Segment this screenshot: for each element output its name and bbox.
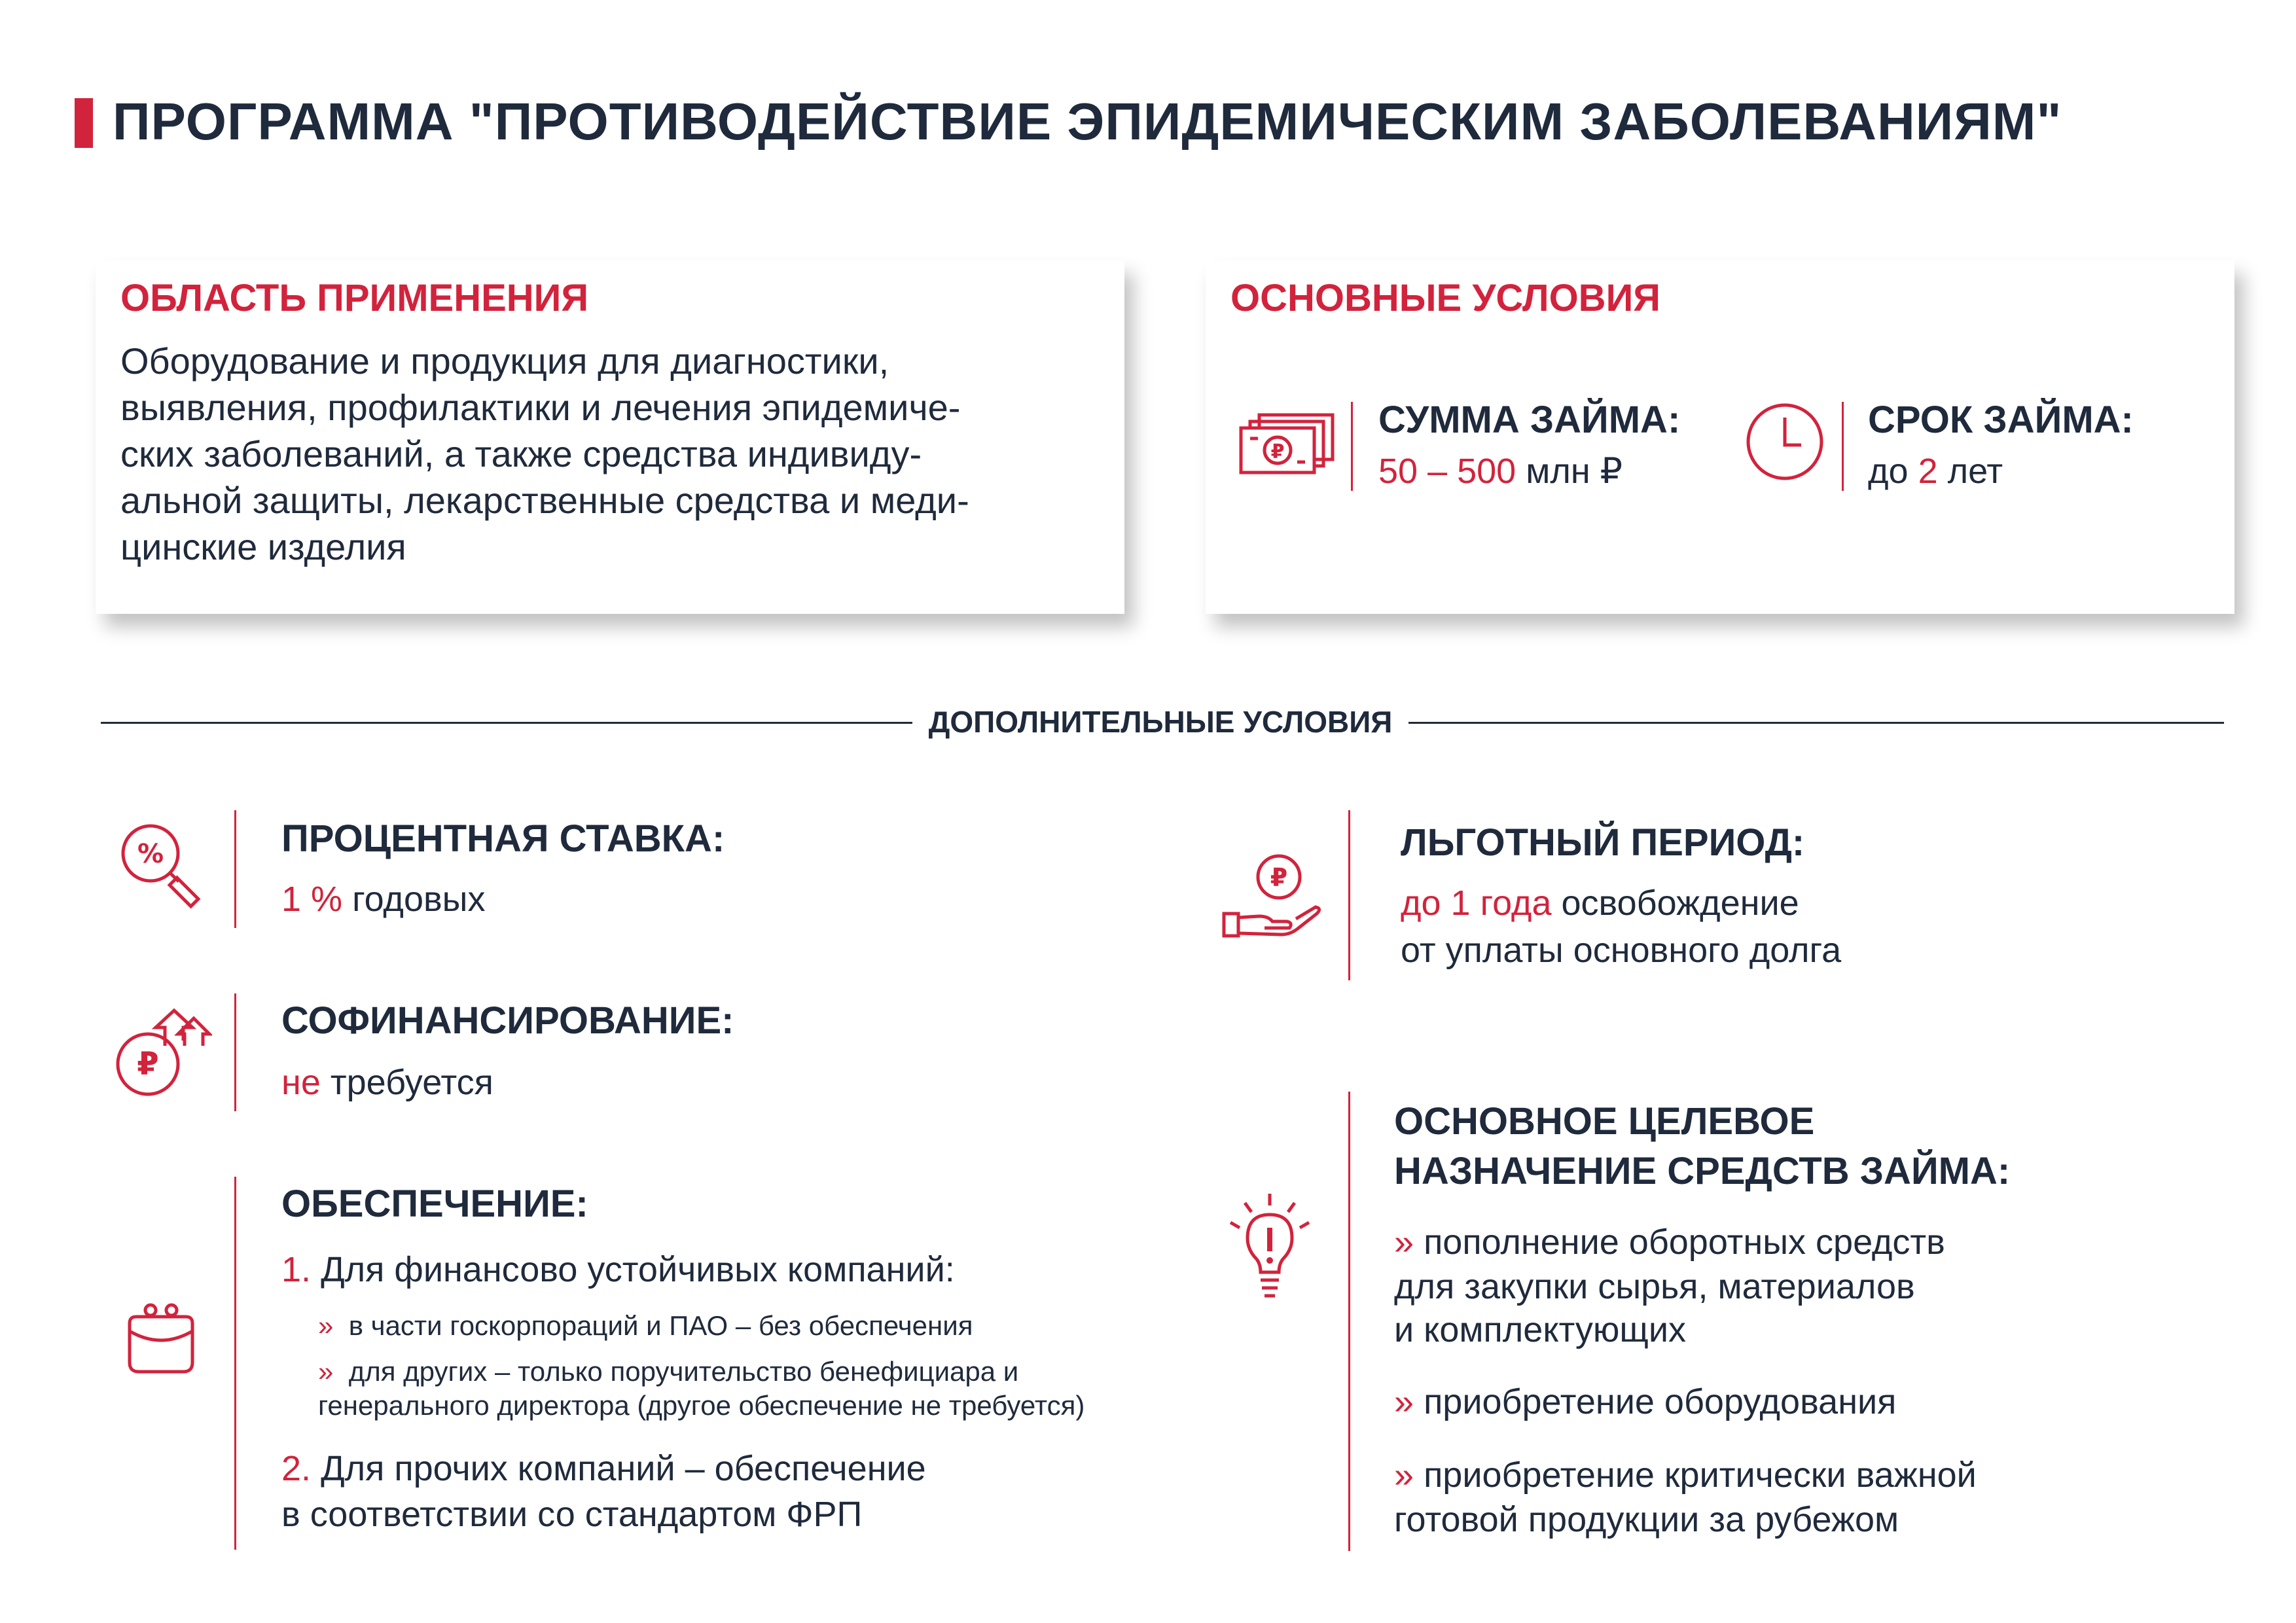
svg-text:₽: ₽ (1270, 440, 1285, 463)
purpose-item-3-line-1: приобретение критически важной (1424, 1455, 1977, 1495)
term-value (1868, 448, 2003, 495)
cofinancing-label: СОФИНАНСИРОВАНИЕ: (281, 999, 734, 1042)
grace-line-1 (1401, 880, 1799, 927)
purpose-label-line-1: ОСНОВНОЕ ЦЕЛЕВОЕ (1394, 1100, 1815, 1143)
security-item-1-text: Для финансово устойчивых компаний: (321, 1250, 955, 1289)
security-item-1 (281, 1246, 955, 1293)
separator-line-right (1408, 722, 2224, 724)
security-label: ОБЕСПЕЧЕНИЕ: (281, 1183, 588, 1225)
lightbulb-icon (1224, 1191, 1316, 1302)
security-sub-2-line-2: генерального директора (другое обеспечение не требуется) (318, 1390, 1085, 1421)
page-title: ПРОГРАММА "ПРОТИВОДЕЙСТВИЕ ЭПИДЕМИЧЕСКИМ ЗАБОЛЕВАНИЯМ" (113, 92, 2062, 151)
security-sub-1-text: в части госкорпораций и ПАО – без обеспечения (348, 1310, 973, 1341)
term-number: 2 (1918, 452, 1938, 491)
cofinancing-value (281, 1059, 493, 1106)
scope-line: цинские изделия (120, 526, 406, 567)
security-sub-1 (318, 1309, 973, 1343)
cofinancing-divider (234, 993, 236, 1111)
main-terms-title: ОСНОВНЫЕ УСЛОВИЯ (1230, 277, 1660, 319)
svg-text:₽: ₽ (1270, 863, 1288, 892)
term-unit: лет (1947, 452, 2003, 491)
separator-line-left (101, 722, 912, 724)
grace-value: до 1 года (1401, 883, 1552, 923)
bullet-marker: » (318, 1310, 334, 1341)
security-item-2-line-1: Для прочих компаний – обеспечение (321, 1449, 926, 1488)
security-item-2 (281, 1445, 926, 1492)
purpose-item-1-line-1: пополнение оборотных средств (1424, 1222, 1945, 1262)
scope-line: ских заболеваний, а также средства индивиду- (120, 433, 922, 474)
rate-number: 1 % (281, 880, 343, 919)
purpose-item-3-line-2: готовой продукции за рубежом (1394, 1500, 1899, 1539)
purpose-label-line-2: НАЗНАЧЕНИЕ СРЕДСТВ ЗАЙМА: (1394, 1150, 2011, 1192)
term-divider (1842, 402, 1844, 491)
bullet-marker: » (1394, 1455, 1414, 1495)
security-divider (234, 1177, 236, 1550)
security-item-2-line-2: в соответствии со стандартом ФРП (281, 1495, 863, 1534)
scope-line: альной защиты, лекарственные средства и меди- (120, 480, 969, 521)
svg-text:%: % (137, 839, 164, 869)
term-prefix: до (1868, 452, 1909, 491)
purpose-item-1-line-2: для закупки сырья, материалов (1394, 1267, 1915, 1306)
purpose-item-2 (1394, 1378, 1896, 1425)
cofinancing-suffix: требуется (330, 1063, 493, 1102)
title-accent-bar (75, 98, 93, 148)
rate-divider (234, 810, 236, 928)
svg-text:₽: ₽ (137, 1046, 159, 1082)
scope-title: ОБЛАСТЬ ПРИМЕНЕНИЯ (120, 277, 589, 319)
purpose-item-3 (1394, 1452, 1977, 1499)
amount-label: СУММА ЗАЙМА: (1378, 399, 1681, 441)
ruble-growth-icon (114, 1008, 212, 1099)
grace-line-1-suffix: освобождение (1561, 883, 1799, 923)
rate-value (281, 876, 485, 923)
percent-magnifier-icon (117, 819, 208, 911)
scope-card (96, 260, 1124, 614)
amount-value (1378, 448, 1623, 495)
purpose-item-1 (1394, 1219, 1945, 1266)
security-sub-2 (318, 1355, 1018, 1389)
wallet-icon (122, 1298, 200, 1377)
money-icon (1233, 410, 1338, 482)
purpose-item-2-text: приобретение оборудования (1424, 1382, 1897, 1421)
security-item-1-number: 1. (281, 1250, 312, 1289)
bullet-marker: » (1394, 1222, 1414, 1262)
cofinancing-negation: не (281, 1063, 321, 1102)
purpose-divider (1348, 1092, 1350, 1551)
main-terms-card (1206, 260, 2234, 614)
amount-number: 50 – 500 (1378, 452, 1516, 491)
clock-icon (1742, 399, 1827, 484)
grace-label: ЛЬГОТНЫЙ ПЕРИОД: (1401, 821, 1805, 864)
scope-line: выявления, профилактики и лечения эпидемиче- (120, 387, 961, 428)
grace-line-2: от уплаты основного долга (1401, 931, 1842, 970)
rate-label: ПРОЦЕНТНАЯ СТАВКА: (281, 817, 725, 860)
rate-suffix: годовых (352, 880, 486, 919)
security-sub-2-line-1: для других – только поручительство бенефициара и (348, 1356, 1019, 1387)
grace-divider (1348, 810, 1350, 980)
hand-ruble-icon (1219, 851, 1323, 942)
purpose-item-1-line-3: и комплектующих (1394, 1310, 1687, 1349)
bullet-marker: » (1394, 1382, 1414, 1421)
scope-line: Оборудование и продукция для диагностики, (120, 340, 889, 382)
amount-unit: млн ₽ (1526, 452, 1623, 491)
term-label: СРОК ЗАЙМА: (1868, 399, 2134, 441)
amount-divider (1351, 402, 1353, 491)
bullet-marker: » (318, 1356, 334, 1387)
additional-title: ДОПОЛНИТЕЛЬНЫЕ УСЛОВИЯ (928, 705, 1393, 739)
security-item-2-number: 2. (281, 1449, 312, 1488)
scope-text (120, 338, 1109, 570)
